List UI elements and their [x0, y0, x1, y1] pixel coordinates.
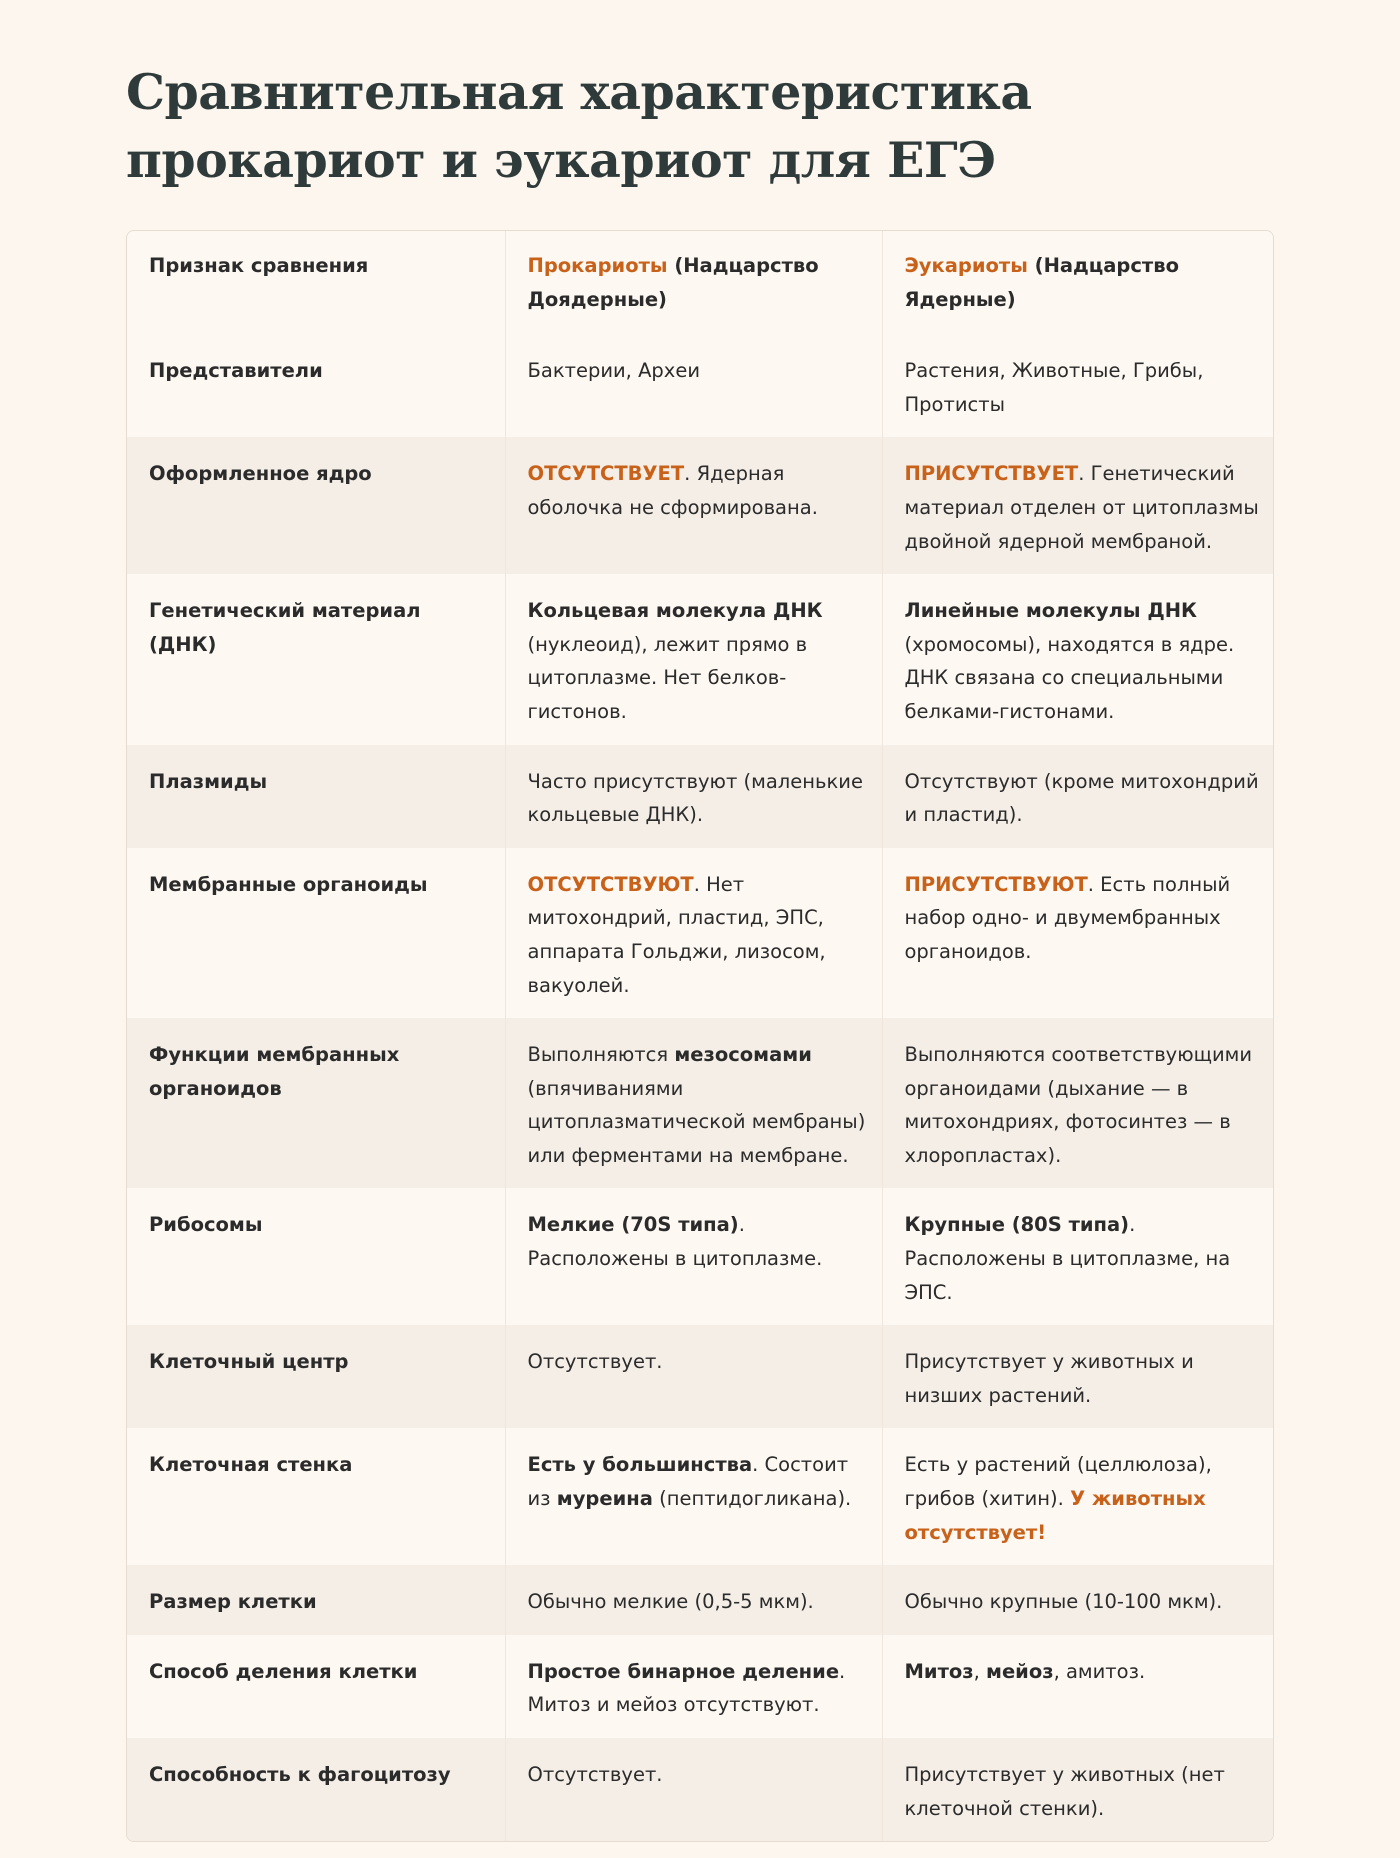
prokaryote-cell — [505, 437, 882, 574]
table-row — [127, 574, 1273, 744]
cell-text: . Митоз и мейоз отсутствуют. — [527, 1659, 846, 1717]
cell-text: . Состоит из — [527, 1453, 849, 1511]
eukaryote-cell — [882, 1428, 1273, 1565]
table-row — [127, 1188, 1273, 1325]
cell-text: Присутствует у животных (нет клеточной стенки). — [904, 1763, 1225, 1820]
eukaryote-cell — [882, 334, 1273, 437]
table-row — [127, 1738, 1273, 1841]
header-prokaryotes — [505, 231, 882, 334]
eukaryote-cell — [882, 745, 1273, 848]
cell-text: Отсутствует. — [527, 1350, 663, 1374]
comparison-table-card — [126, 230, 1274, 1842]
cell-text: Выполняются соответствующими органоидами (дыхание — в митохондриях, фотосинтез — в хлоропластах). — [904, 1043, 1253, 1167]
feature-cell: Плазмиды — [127, 745, 505, 848]
table-row — [127, 745, 1273, 848]
cell-text: муреина — [556, 1487, 653, 1511]
feature-cell: Клеточная стенка — [127, 1428, 505, 1565]
cell-text: (нуклеоид), лежит прямо в цитоплазме. Нет белков-гистонов. — [527, 632, 808, 723]
cell-text: Выполняются — [527, 1043, 675, 1067]
table-row — [127, 848, 1273, 1018]
cell-text: Простое бинарное деление — [527, 1659, 840, 1683]
prokaryote-cell — [505, 745, 882, 848]
header-prok-rest: (Надцарство Доядерные) — [527, 254, 819, 311]
feature-cell: Функции мембранных органоидов — [127, 1018, 505, 1188]
cell-text: ОТСУТСТВУЮТ — [527, 872, 694, 896]
cell-text: ОТСУТСТВУЕТ — [527, 462, 685, 486]
page-title: Сравнительная характеристика прокариот и эукариот для ЕГЭ — [126, 63, 1032, 189]
cell-text: Обычно мелкие (0,5-5 мкм). — [527, 1590, 814, 1614]
feature-cell: Способ деления клетки — [127, 1635, 505, 1738]
table-row — [127, 1635, 1273, 1738]
cell-text: Присутствует у животных и низших растений. — [904, 1350, 1194, 1407]
table-row — [127, 1325, 1273, 1428]
prokaryote-cell — [505, 1738, 882, 1841]
cell-text: , — [973, 1659, 987, 1683]
feature-cell: Клеточный центр — [127, 1325, 505, 1428]
eukaryote-cell — [882, 437, 1273, 574]
cell-text: . Есть полный набор одно- и двумембранных органоидов. — [904, 872, 1231, 963]
feature-cell: Мембранные органоиды — [127, 848, 505, 1018]
cell-text: . Расположены в цитоплазме. — [527, 1213, 823, 1271]
table-row — [127, 1565, 1273, 1635]
cell-text: , амитоз. — [1053, 1659, 1146, 1683]
prokaryote-cell — [505, 574, 882, 744]
cell-text: (хромосомы), находятся в ядре. ДНК связана со специальными белками-гистонами. — [904, 632, 1235, 723]
prokaryote-cell — [505, 1325, 882, 1428]
cell-text: Крупные (80S типа) — [904, 1213, 1130, 1237]
eukaryote-cell — [882, 1565, 1273, 1635]
table-row — [127, 437, 1273, 574]
header-euk-name: Эукариоты — [904, 254, 1028, 277]
prokaryote-cell — [505, 1428, 882, 1565]
cell-text: . Ядерная оболочка не сформирована. — [527, 462, 818, 519]
table-row — [127, 1428, 1273, 1565]
cell-text: Часто присутствуют (маленькие кольцевые ДНК). — [527, 769, 863, 827]
table-row — [127, 334, 1273, 437]
cell-text: . Расположены в цитоплазме, на ЭПС. — [904, 1213, 1231, 1304]
eukaryote-cell — [882, 1738, 1273, 1841]
prokaryote-cell — [505, 1188, 882, 1325]
header-feature-label: Признак сравнения — [149, 254, 369, 277]
table-header-row — [127, 231, 1273, 334]
feature-cell: Рибосомы — [127, 1188, 505, 1325]
eukaryote-cell — [882, 1325, 1273, 1428]
header-euk-rest: (Надцарство Ядерные) — [904, 254, 1179, 311]
cell-text: Отсутствуют (кроме митохондрий и пластид). — [904, 769, 1259, 827]
cell-text: (пептидогликана). — [652, 1487, 852, 1511]
prokaryote-cell — [505, 1565, 882, 1635]
feature-cell: Размер клетки — [127, 1565, 505, 1635]
cell-text: мезосомами — [674, 1043, 812, 1067]
cell-text: Линейные молекулы ДНК — [904, 599, 1197, 623]
cell-text: Отсутствует. — [527, 1763, 663, 1786]
eukaryote-cell — [882, 1188, 1273, 1325]
eukaryote-cell — [882, 1018, 1273, 1188]
comparison-table — [127, 231, 1273, 1841]
header-prok-name: Прокариоты — [527, 254, 668, 277]
prokaryote-cell — [505, 1018, 882, 1188]
cell-text: У животных отсутствует! — [904, 1487, 1206, 1544]
cell-text: . Генетический материал отделен от цитоплазмы двойной ядерной мембраной. — [904, 462, 1259, 553]
cell-text: Обычно крупные (10-100 мкм). — [904, 1590, 1223, 1614]
cell-text: мейоз — [986, 1659, 1054, 1683]
prokaryote-cell — [505, 334, 882, 437]
eukaryote-cell — [882, 574, 1273, 744]
feature-cell: Генетический материал (ДНК) — [127, 574, 505, 744]
feature-cell: Способность к фагоцитозу — [127, 1738, 505, 1841]
header-eukaryotes — [882, 231, 1273, 334]
header-feature — [127, 231, 505, 334]
eukaryote-cell — [882, 848, 1273, 1018]
cell-text: Митоз — [904, 1659, 974, 1683]
cell-text: Есть у растений (целлюлоза), грибов (хитин). — [904, 1453, 1212, 1511]
eukaryote-cell — [882, 1635, 1273, 1738]
cell-text: Кольцевая молекула ДНК — [527, 599, 823, 623]
cell-text: ПРИСУТСТВУЕТ — [904, 462, 1079, 486]
cell-text: Мелкие (70S типа) — [527, 1213, 739, 1237]
prokaryote-cell — [505, 848, 882, 1018]
table-row — [127, 1018, 1273, 1188]
table-body — [127, 334, 1273, 1841]
cell-text: ПРИСУТСТВУЮТ — [904, 872, 1088, 896]
prokaryote-cell — [505, 1635, 882, 1738]
feature-cell: Оформленное ядро — [127, 437, 505, 574]
feature-cell: Представители — [127, 334, 505, 437]
cell-text: Есть у большинства — [527, 1453, 753, 1477]
cell-text: (впячиваниями цитоплазматической мембраны) или ферментами на мембране. — [527, 1076, 866, 1167]
cell-text: Бактерии, Археи — [527, 359, 701, 383]
cell-text: Растения, Животные, Грибы, Протисты — [904, 359, 1204, 416]
cell-text: . Нет митохондрий, пластид, ЭПС, аппарата Гольджи, лизосом, вакуолей. — [527, 872, 826, 997]
